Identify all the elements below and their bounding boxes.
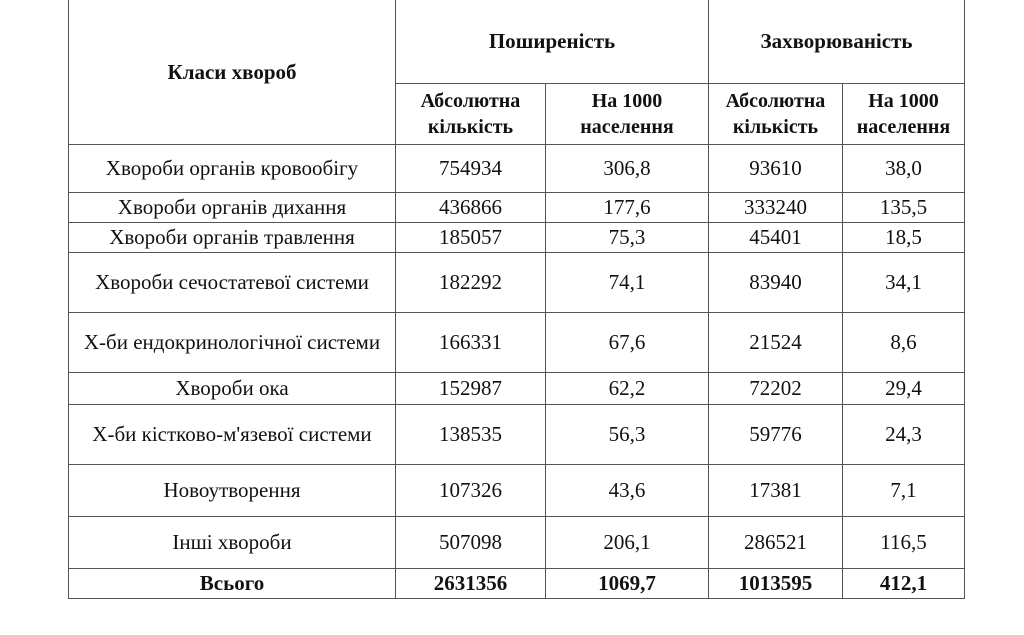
incidence-absolute-cell: 83940 <box>709 252 843 312</box>
table-row <box>69 144 965 192</box>
row-disease-name: Х-би ендокринологічної системи <box>69 312 396 372</box>
header-prevalence-absolute: Абсолютна кількість <box>396 83 546 144</box>
row-disease-name: Хвороби ока <box>69 372 396 404</box>
prevalence-rate-cell: 306,8 <box>546 144 709 192</box>
prevalence-absolute-cell: 185057 <box>396 222 546 252</box>
incidence-absolute-cell: 59776 <box>709 404 843 464</box>
incidence-rate-cell: 24,3 <box>843 404 965 464</box>
row-disease-name: Хвороби органів дихання <box>69 192 396 222</box>
incidence-rate-cell: 8,6 <box>843 312 965 372</box>
total-row <box>69 568 965 598</box>
prevalence-absolute-cell: 166331 <box>396 312 546 372</box>
table-row <box>69 252 965 312</box>
incidence-absolute-cell: 72202 <box>709 372 843 404</box>
prevalence-absolute-cell: 152987 <box>396 372 546 404</box>
table-row <box>69 222 965 252</box>
incidence-rate-cell: 135,5 <box>843 192 965 222</box>
row-disease-name: Хвороби сечостатевої системи <box>69 252 396 312</box>
incidence-absolute-cell: 21524 <box>709 312 843 372</box>
prevalence-rate-cell: 67,6 <box>546 312 709 372</box>
prevalence-rate-cell: 62,2 <box>546 372 709 404</box>
prevalence-rate-cell: 206,1 <box>546 516 709 568</box>
header-disease-classes: Класи хвороб <box>69 0 396 144</box>
row-disease-name: Хвороби органів кровообігу <box>69 144 396 192</box>
prevalence-absolute-cell: 507098 <box>396 516 546 568</box>
prevalence-rate-cell: 75,3 <box>546 222 709 252</box>
row-disease-name: Хвороби органів травлення <box>69 222 396 252</box>
table-row <box>69 404 965 464</box>
table-row <box>69 372 965 404</box>
incidence-rate-cell: 34,1 <box>843 252 965 312</box>
table-row <box>69 464 965 516</box>
row-disease-name: Новоутворення <box>69 464 396 516</box>
table-row <box>69 312 965 372</box>
incidence-rate-cell: 7,1 <box>843 464 965 516</box>
prevalence-absolute-cell: 138535 <box>396 404 546 464</box>
header-prevalence: Поширеність <box>396 0 709 83</box>
incidence-absolute-cell: 286521 <box>709 516 843 568</box>
prevalence-absolute-cell: 182292 <box>396 252 546 312</box>
table-container <box>68 0 965 599</box>
total-prevalence-rate: 1069,7 <box>546 568 709 598</box>
incidence-absolute-cell: 333240 <box>709 192 843 222</box>
incidence-rate-cell: 18,5 <box>843 222 965 252</box>
prevalence-rate-cell: 74,1 <box>546 252 709 312</box>
total-incidence-rate: 412,1 <box>843 568 965 598</box>
row-disease-name: Х-би кістково-м'язевої системи <box>69 404 396 464</box>
incidence-rate-cell: 29,4 <box>843 372 965 404</box>
total-incidence-absolute: 1013595 <box>709 568 843 598</box>
total-prevalence-absolute: 2631356 <box>396 568 546 598</box>
header-incidence: Захворюваність <box>709 0 965 83</box>
incidence-rate-cell: 38,0 <box>843 144 965 192</box>
header-incidence-absolute: Абсолютна кількість <box>709 83 843 144</box>
prevalence-absolute-cell: 754934 <box>396 144 546 192</box>
disease-statistics-table <box>68 0 965 599</box>
prevalence-absolute-cell: 107326 <box>396 464 546 516</box>
row-disease-name: Інші хвороби <box>69 516 396 568</box>
table-row <box>69 192 965 222</box>
incidence-absolute-cell: 45401 <box>709 222 843 252</box>
header-incidence-per-1000: На 1000 населення <box>843 83 965 144</box>
prevalence-rate-cell: 43,6 <box>546 464 709 516</box>
prevalence-rate-cell: 56,3 <box>546 404 709 464</box>
incidence-absolute-cell: 17381 <box>709 464 843 516</box>
header-prevalence-per-1000: На 1000 населення <box>546 83 709 144</box>
incidence-absolute-cell: 93610 <box>709 144 843 192</box>
total-label: Всього <box>69 568 396 598</box>
table-row <box>69 516 965 568</box>
prevalence-absolute-cell: 436866 <box>396 192 546 222</box>
incidence-rate-cell: 116,5 <box>843 516 965 568</box>
prevalence-rate-cell: 177,6 <box>546 192 709 222</box>
